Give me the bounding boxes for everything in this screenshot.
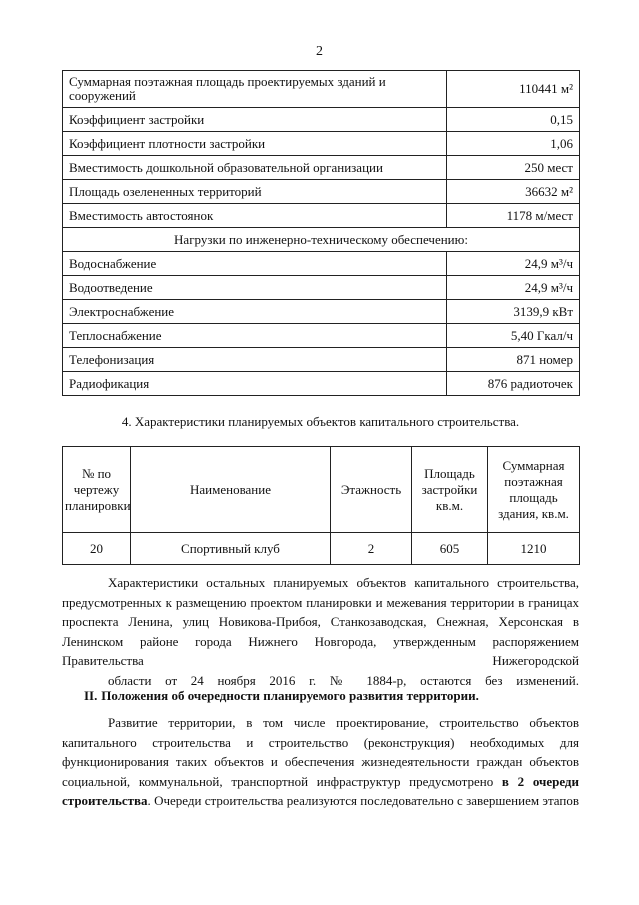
paragraph-text: Развитие территории, в том числе проектирование, строительство объектов капитального строительства и строительство (реконструкция) необходимых для функционирования таких объектов и обеспечения жизнедеятельности граждан объектов социальной, коммунальной, транспортной инфраструктур предусмотрено [62, 715, 579, 789]
table-row [63, 348, 580, 372]
column-header: Суммарная поэтажная площадь здания, кв.м. [488, 447, 580, 533]
load-label: Телефонизация [63, 348, 447, 372]
load-label: Теплоснабжение [63, 324, 447, 348]
section-heading [62, 688, 579, 704]
table-row [63, 324, 580, 348]
load-value: 24,9 м³/ч [447, 276, 580, 300]
column-header: Площадь застройки кв.м. [412, 447, 488, 533]
column-header: Этажность [331, 447, 412, 533]
param-value: 1178 м/мест [447, 204, 580, 228]
load-label: Водоотведение [63, 276, 447, 300]
paragraph-text-after: . Очереди строительства реализуются последовательно с завершением этапов [147, 793, 579, 809]
paragraph-text: Характеристики остальных планируемых объектов капитального строительства, предусмотренных к размещению проектом планировки и межевания территории в границах проспекта Ленина, улиц Новикова-Прибоя, Станкозаводская, Снежная, Херсонская в Ленинском районе города Нижнего Новгорода, утвержденным распоряжением Правительства Нижегородской [62, 575, 579, 669]
table-row [63, 228, 580, 252]
paragraph-bold-text: в 2 очереди строительства [62, 773, 579, 809]
param-value: 110441 м² [447, 71, 580, 108]
paragraph-last-line: области от 24 ноября 2016 г. № 1884-р, остаются без изменений. [108, 672, 579, 688]
section-title: Положения об очередности планируемого развития территории. [101, 688, 479, 703]
table-row [63, 252, 580, 276]
load-value: 876 радиоточек [447, 372, 580, 396]
development-paragraph [62, 713, 579, 811]
load-label: Водоснабжение [63, 252, 447, 276]
load-value: 24,9 м³/ч [447, 252, 580, 276]
loads-section-header: Нагрузки по инженерно-техническому обеспечению: [63, 228, 580, 252]
param-label: Суммарная поэтажная площадь проектируемых зданий и сооружений [63, 71, 447, 108]
table-row [63, 156, 580, 180]
table-cell: 20 [63, 533, 131, 565]
param-value: 250 мест [447, 156, 580, 180]
load-label: Радиофикация [63, 372, 447, 396]
section-number: II. [84, 688, 98, 703]
table-row [63, 533, 580, 565]
table-row [63, 132, 580, 156]
param-label: Коэффициент застройки [63, 108, 447, 132]
param-value: 1,06 [447, 132, 580, 156]
parameters-table [62, 70, 580, 396]
table-cell: 605 [412, 533, 488, 565]
load-value: 5,40 Гкал/ч [447, 324, 580, 348]
table-cell: 2 [331, 533, 412, 565]
param-label: Площадь озелененных территорий [63, 180, 447, 204]
param-label: Коэффициент плотности застройки [63, 132, 447, 156]
column-header: № по чертежу планировки [63, 447, 131, 533]
page-number: 2 [316, 44, 323, 59]
characteristics-paragraph [62, 573, 579, 691]
table-cell: Спортивный клуб [131, 533, 331, 565]
param-label: Вместимость дошкольной образовательной организации [63, 156, 447, 180]
param-value: 0,15 [447, 108, 580, 132]
objects-table [62, 446, 580, 565]
table-row [63, 372, 580, 396]
table-header-row [63, 447, 580, 533]
objects-section-title: 4. Характеристики планируемых объектов капитального строительства. [121, 414, 520, 429]
column-header: Наименование [131, 447, 331, 533]
param-label: Вместимость автостоянок [63, 204, 447, 228]
table-row [63, 300, 580, 324]
table-row [63, 180, 580, 204]
param-value: 36632 м² [447, 180, 580, 204]
load-value: 3139,9 кВт [447, 300, 580, 324]
table-row [63, 276, 580, 300]
table-row [63, 71, 580, 108]
table-cell: 1210 [488, 533, 580, 565]
table-row [63, 108, 580, 132]
load-label: Электроснабжение [63, 300, 447, 324]
table-row [63, 204, 580, 228]
load-value: 871 номер [447, 348, 580, 372]
